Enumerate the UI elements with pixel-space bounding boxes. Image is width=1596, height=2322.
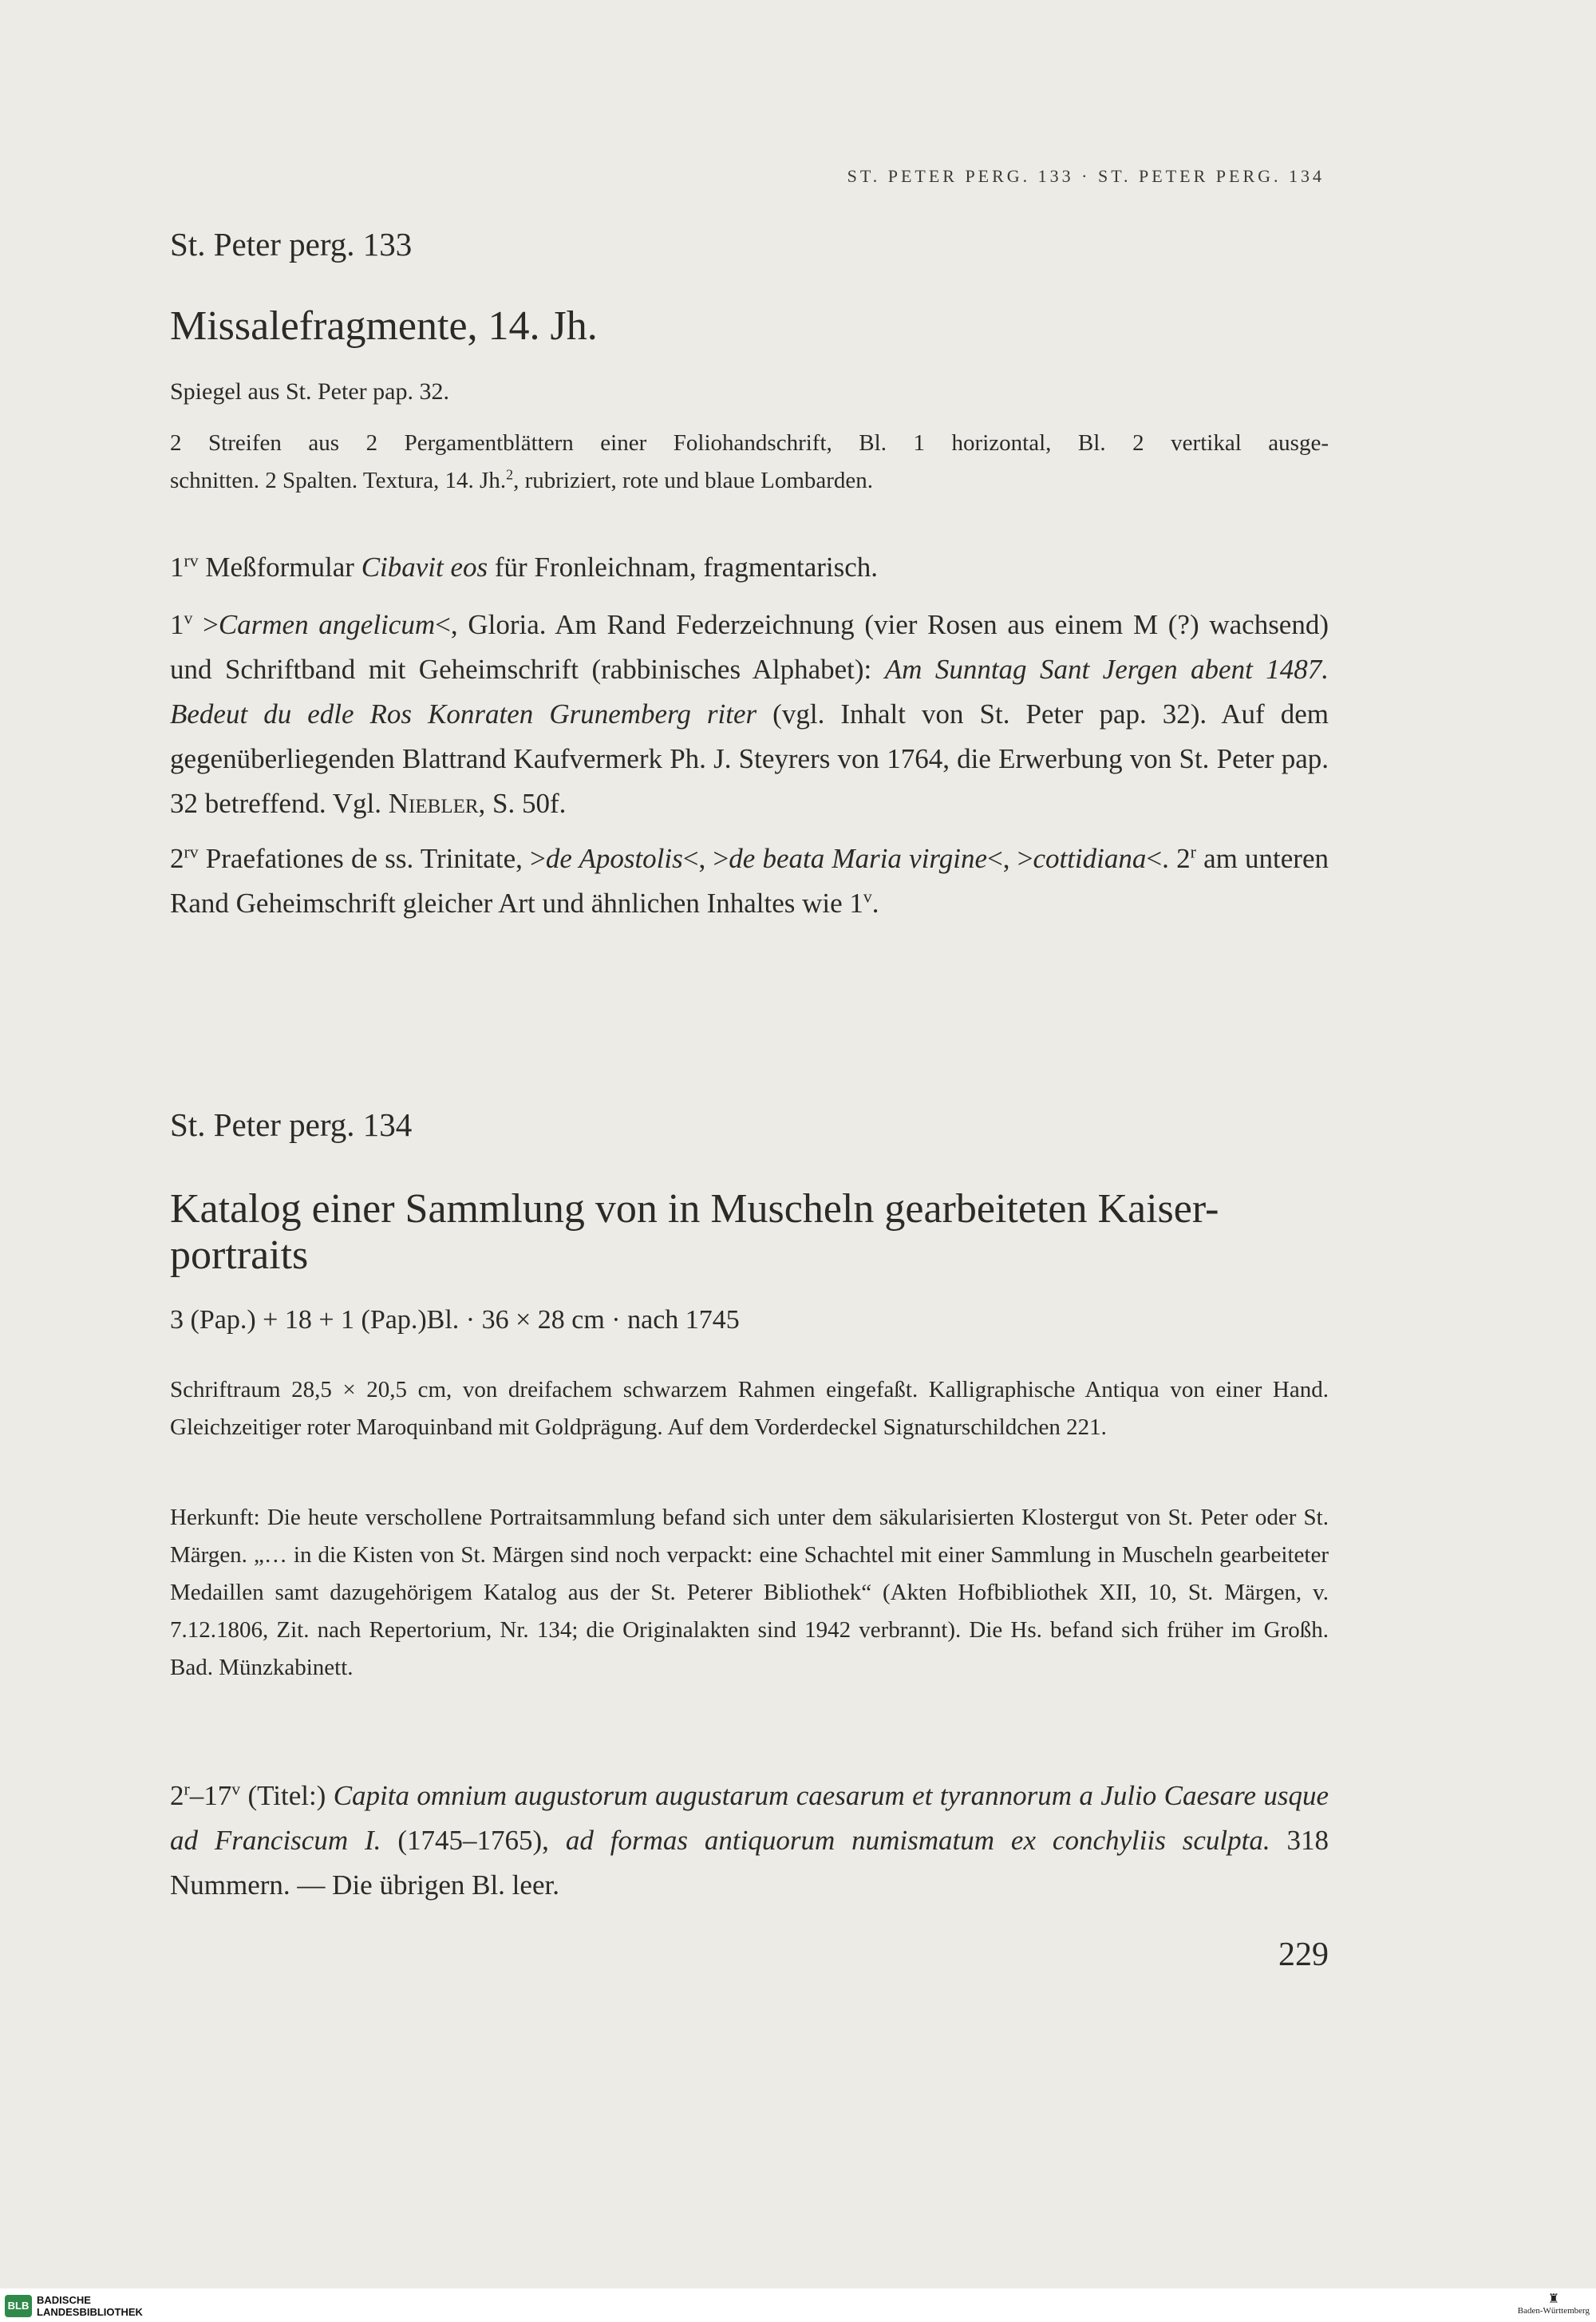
shelfmark-134: St. Peter perg. 134 (170, 1106, 413, 1143)
folio: 1 (170, 552, 184, 583)
description-133 (170, 425, 1329, 500)
folio: 2 (170, 1780, 184, 1811)
page-number: 229 (1278, 1936, 1329, 1973)
item-133-3: $2^{rv}$ Praefationes de ss. Trinitate, >de Apostolis<, >de beata Maria virgine<, >cottidiana<. 2$^r$ am unteren Rand Geheimschrift gleicher Art und ähnlichen Inhaltes wie 1$^v$. (170, 842, 1329, 919)
description-133-line2: schnitten. 2 Spalten. Textura, 14. Jh.$^2$, rubriziert, rote und blaue Lombarden. (170, 466, 874, 493)
folio: 2 (170, 843, 184, 874)
collation-134: 3 (Pap.) + 18 + 1 (Pap.)Bl. · 36 × 28 cm · nach 1745 (170, 1305, 740, 1335)
running-head: ST. PETER PERG. 133 · ST. PETER PERG. 134 (847, 166, 1325, 186)
description-133-line1: 2 Streifen aus 2 Pergamentblättern einer Foliohandschrift, Bl. 1 horizontal, Bl. 2 vertikal ausge- (170, 430, 1329, 456)
crest-icon: ♜ (1547, 2292, 1560, 2306)
folio: 1 (170, 609, 184, 640)
title-134: Katalog einer Sammlung von in Muscheln gearbeiteten Kaiser-portraits (170, 1186, 1219, 1278)
baden-wuerttemberg-logo: ♜ Baden-Württemberg (1517, 2292, 1590, 2316)
description-134: Schriftraum 28,5 × 20,5 cm, von dreifachem schwarzem Rahmen eingefaßt. Kalligraphische Antiqua von einer Hand. Gleichzeitiger roter Maroquinband mit Goldprägung. Auf dem Vorderdeckel Signaturschildchen 221. (170, 1377, 1329, 1440)
item-133-2: $1^v$ >Carmen angelicum<, Gloria. Am Rand Federzeichnung (vier Rosen aus einem M (?) wachsend) und Schriftband mit Geheimschrift (rabbinisches Alphabet): Am Sunntag Sant Jergen abent 1487. Bedeut du edle Ros Konraten Grunemberg riter (vgl. Inhalt von St. Peter pap. 32). Auf dem gegenüberliegenden Blattrand Kaufvermerk Ph. J. Steyrers von 1764, die Erwerbung von St. Peter pap. 32 betreffend. Vgl. Niebler, S. 50f. (170, 608, 1329, 819)
source-133: Spiegel aus St. Peter pap. 32. (170, 378, 449, 405)
provenance-134: Herkunft: Die heute verschollene Portraitsammlung befand sich unter dem säkularisierten Klostergut von St. Peter oder St. Märgen. „… in die Kisten von St. Märgen sind noch verpackt: eine Schachtel mit einer Sammlung in Muscheln gearbeiteter Medaillen samt dazugehörigem Katalog aus der St. Peterer Bibliothek“ (Akten Hofbibliothek XII, 10, St. Märgen, v. 7.12.1806, Zit. nach Repertorium, Nr. 134; die Originalakten sind 1942 verbrannt). Die Hs. befand sich früher im Großh. Bad. Münzkabinett. (170, 1505, 1329, 1680)
shelfmark-133: St. Peter perg. 133 (170, 226, 413, 263)
content-134: 2$^r$–17$^v$ (Titel:) Capita omnium augustorum augustarum caesarum et tyrannorum a Julio Caesare usque ad Franciscum I. (1745–1765), ad formas antiquorum numismatum ex conchyliis sculpta. 318 Nummern. — Die übrigen Bl. leer. (170, 1779, 1329, 1901)
footer-bar (0, 2288, 1596, 2322)
item-133-1: $1^{rv}$ Meßformular Cibavit eos für Fronleichnam, fragmentarisch. (170, 551, 879, 583)
blb-logo-icon: BLB (5, 2295, 32, 2317)
title-133: Missalefragmente, 14. Jh. (170, 303, 598, 349)
library-name: BADISCHE LANDESBIBLIOTHEK (37, 2294, 143, 2318)
author-niebler: Niebler (388, 788, 479, 819)
